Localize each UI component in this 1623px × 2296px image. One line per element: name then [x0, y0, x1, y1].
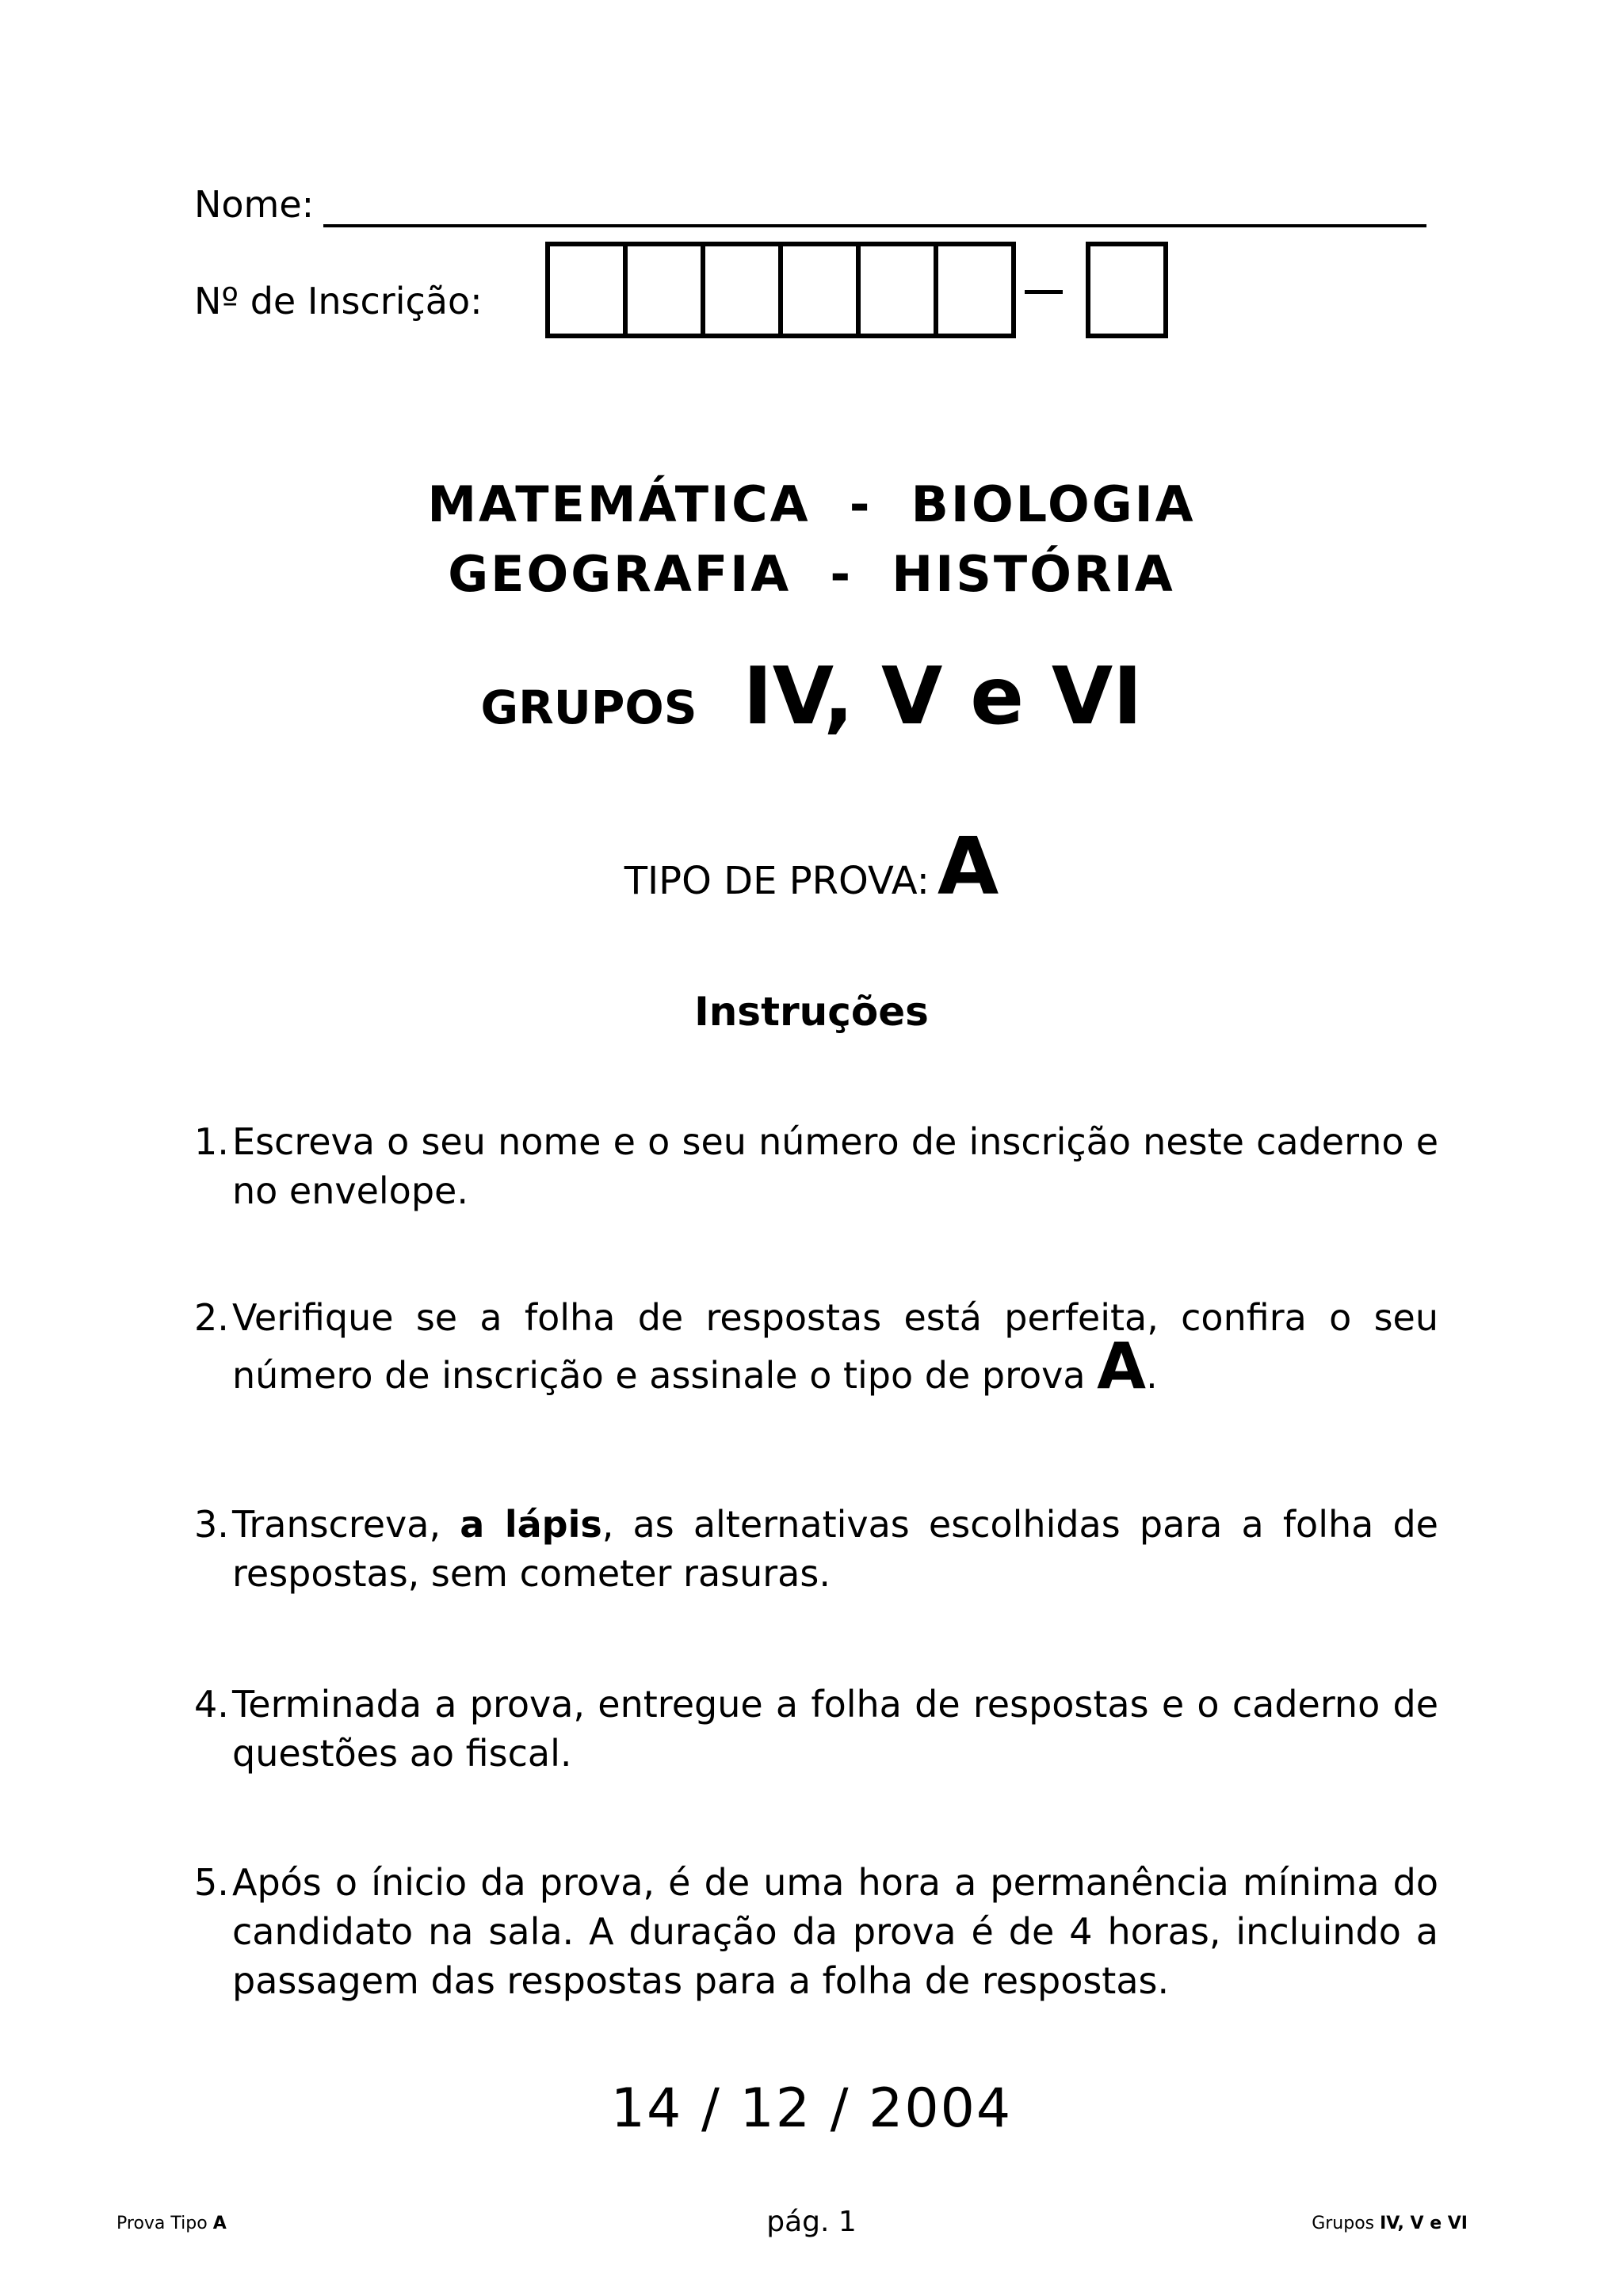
- instruction-item: [194, 1858, 1438, 2005]
- name-field-line[interactable]: [323, 224, 1426, 227]
- registration-digit-box[interactable]: [701, 242, 783, 338]
- footer-groups-label: Grupos: [1312, 2214, 1381, 2233]
- instruction-number: 5.: [194, 1861, 229, 1904]
- registration-number-boxes: [545, 242, 1011, 338]
- groups-value: IV, V e VI: [743, 650, 1143, 742]
- instruction-item: [194, 1117, 1438, 1215]
- instruction-number: 2.: [194, 1296, 229, 1339]
- instruction-text: Terminada a prova, entregue a folha de respostas e o caderno de questões ao fiscal.: [232, 1683, 1438, 1775]
- instruction-text-part: , as alternativas escolhidas para a folha de respostas, sem cometer rasuras.: [232, 1503, 1438, 1595]
- instruction-text: [232, 1500, 1438, 1598]
- registration-digit-box[interactable]: [934, 242, 1016, 338]
- exam-type-value: A: [937, 820, 999, 913]
- instruction-text-part: Verifique se a folha de respostas está perfeita, confira o seu número de inscrição e assinale o tipo de prova: [232, 1296, 1438, 1397]
- registration-dash: [1025, 290, 1063, 294]
- instruction-emphasis: a lápis: [460, 1503, 602, 1546]
- instruction-number: 1.: [194, 1120, 229, 1163]
- groups-label: GRUPOS: [480, 681, 697, 734]
- subjects-line-2: GEOGRAFIA - HISTÓRIA: [448, 545, 1175, 603]
- instructions-heading: Instruções: [694, 989, 929, 1035]
- instruction-item: [194, 1500, 1438, 1598]
- exam-date: 14 / 12 / 2004: [610, 2077, 1013, 2140]
- registration-label: Nº de Inscrição:: [194, 280, 483, 322]
- instruction-text-part: Transcreva,: [232, 1503, 460, 1546]
- footer-groups-value: IV, V e VI: [1380, 2214, 1468, 2233]
- footer-exam-type-label: Prova Tipo: [116, 2214, 213, 2233]
- subjects-line-1: MATEMÁTICA - BIOLOGIA: [427, 475, 1196, 533]
- footer-groups: [1312, 2214, 1468, 2233]
- instruction-item: [194, 1680, 1438, 1778]
- exam-type-emphasis: A: [1097, 1329, 1147, 1403]
- registration-digit-box[interactable]: [623, 242, 705, 338]
- instruction-text: [232, 1293, 1438, 1403]
- instruction-item: [194, 1293, 1438, 1403]
- groups-heading: [0, 650, 1623, 742]
- instruction-text-part: .: [1146, 1354, 1158, 1397]
- name-label: Nome:: [194, 183, 315, 226]
- page-number: pág. 1: [766, 2206, 857, 2238]
- registration-digit-box[interactable]: [545, 242, 628, 338]
- instruction-text: Escreva o seu nome e o seu número de inscrição neste caderno e no envelope.: [232, 1120, 1438, 1212]
- instruction-text: Após o ínicio da prova, é de uma hora a permanência mínima do candidato na sala. A duração da prova é de 4 horas, incluindo a passagem das respostas para a folha de respostas.: [232, 1861, 1438, 2002]
- footer-exam-type-value: A: [212, 2214, 227, 2233]
- instruction-number: 4.: [194, 1683, 229, 1726]
- exam-type: [0, 820, 1623, 913]
- registration-digit-box[interactable]: [856, 242, 938, 338]
- registration-check-digit-box[interactable]: [1086, 242, 1168, 338]
- instruction-number: 3.: [194, 1503, 229, 1546]
- registration-digit-box[interactable]: [778, 242, 861, 338]
- exam-type-label: TIPO DE PROVA:: [624, 859, 930, 903]
